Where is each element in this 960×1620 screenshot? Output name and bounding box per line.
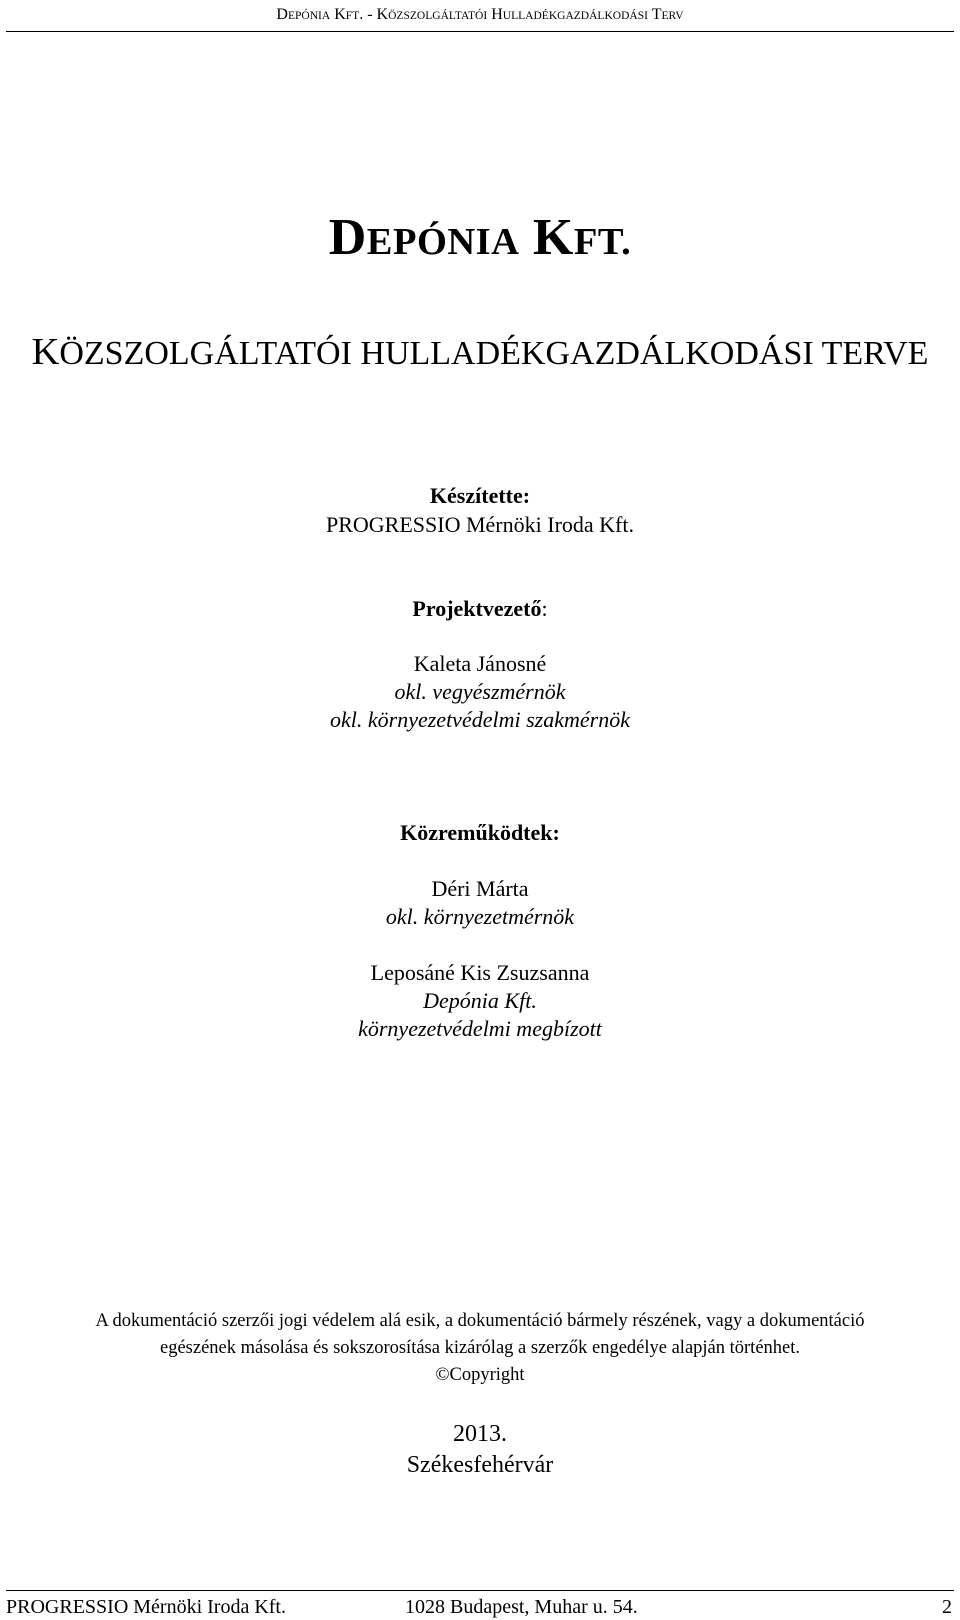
year: 2013. [453,1421,507,1447]
prepared-by-label: Készítette: [429,483,531,508]
running-header [0,6,960,24]
contributor-1-name: Déri Márta [431,876,529,901]
contributor-2-org: Depónia Kft. [423,988,537,1013]
contributor-2-name: Leposáné Kis Zsuzsanna [370,960,590,985]
footer-page-number: 2 [942,1596,952,1618]
project-lead-name: Kaleta Jánosné [413,651,547,676]
document-subtitle: KÖZSZOLGÁLTATÓI HULLADÉKGAZDÁLKODÁSI TERVE [31,331,929,373]
document-title: DEPÓNIA KFT. [328,209,632,266]
footer-company: PROGRESSIO Mérnöki Iroda Kft. [6,1596,286,1618]
contributor-2-title: környezetvédelmi megbízott [358,1016,602,1041]
header-plan-title: KÖZSZOLGÁLTATÓI HULLADÉKGAZDÁLKODÁSI TERV [376,6,684,23]
contributor-1-title: okl. környezetmérnök [385,904,575,929]
project-lead-label: Projektvezető: [412,596,548,621]
notice-line-1: A dokumentáció szerzői jogi védelem alá esik, a dokumentáció bármely részének, vagy a dokumentáció [95,1311,865,1331]
contributors-label: Közreműködtek: [400,820,560,845]
header-separator: . - [359,6,373,23]
project-lead-title-1: okl. vegyészmérnök [394,679,566,704]
notice-line-2: egészének másolása és sokszorosítása kizárólag a szerzők engedélye alapján történhet. [159,1338,801,1358]
header-divider [6,31,954,32]
copyright-mark: ©Copyright [435,1365,525,1385]
city: Székesfehérvár [406,1452,554,1478]
prepared-by-value: PROGRESSIO Mérnöki Iroda Kft. [326,512,634,537]
copyright-notice [0,1308,960,1389]
footer-address: 1028 Budapest, Muhar u. 54. [405,1596,638,1618]
header-company: DEPÓNIA KFT [276,6,360,23]
project-lead-title-2: okl. környezetvédelmi szakmérnök [330,707,630,732]
footer-divider [6,1590,954,1591]
